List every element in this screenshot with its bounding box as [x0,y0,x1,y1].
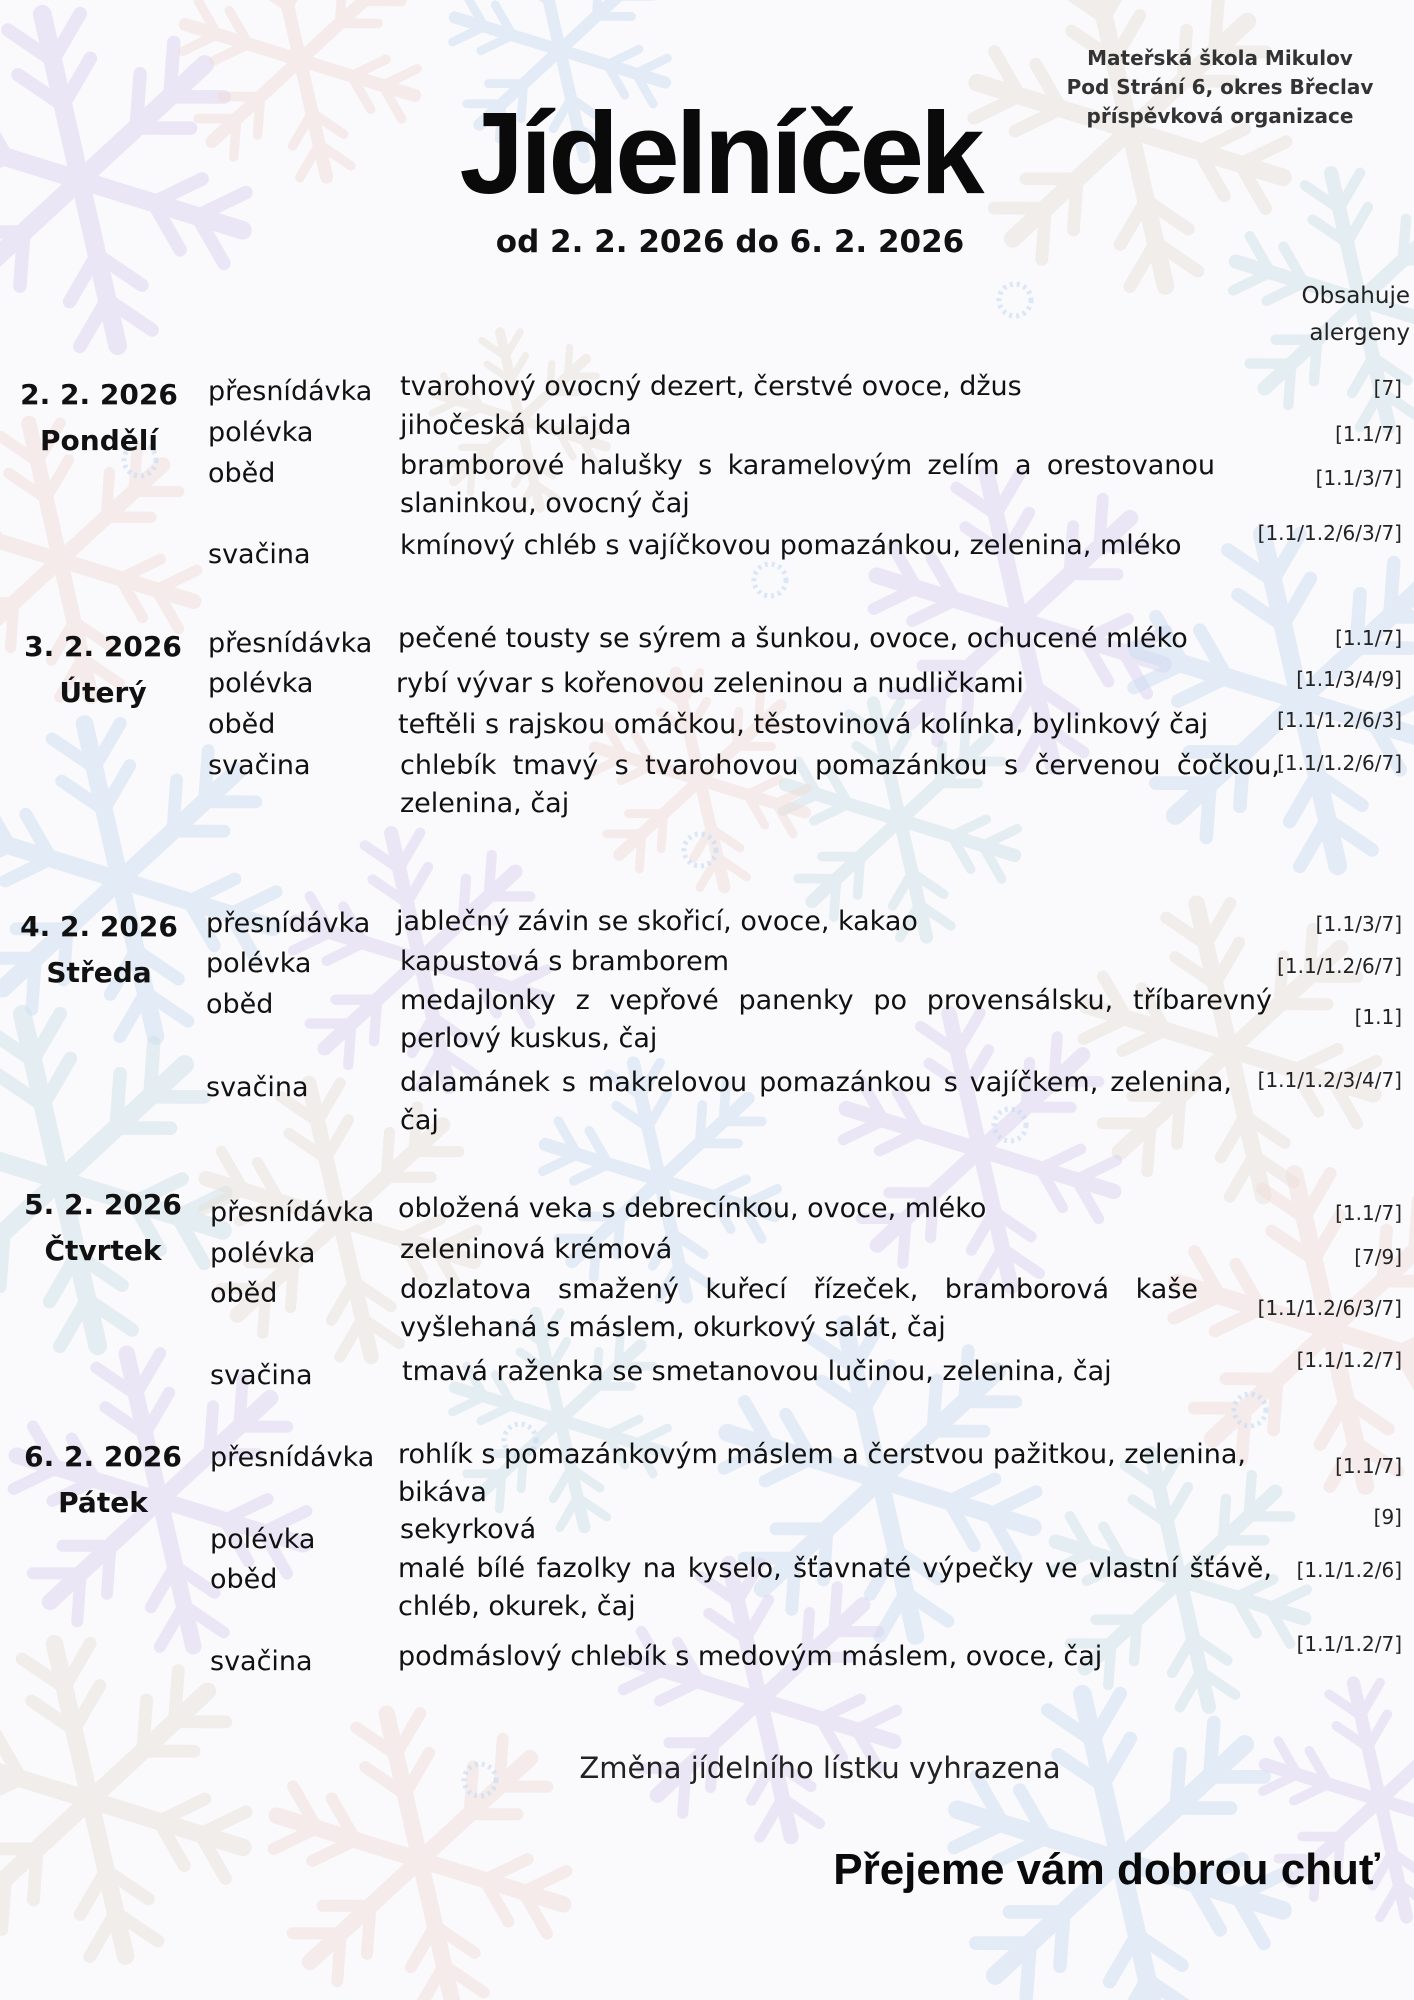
meal-name: přesnídávka [208,628,373,659]
bon-appetit-message: Přejeme vám dobrou chuť [833,1845,1380,1894]
meal-dish: dozlatova smažený kuřecí řízeček, bramborová kaše vyšlehaná s máslem, okurkový salát, čaj [400,1274,1198,1343]
school-street: Pod Strání 6, okres Břeclav [1066,75,1374,99]
meal-allergens: [9] [1373,1505,1402,1529]
meal-dish: teftěli s rajskou omáčkou, těstovinová kolínka, bylinkový čaj [398,709,1209,740]
meal-allergens: [1.1/7] [1335,626,1402,650]
meal-dish: pečené tousty se sýrem a šunkou, ovoce, ochucené mléko [398,623,1188,654]
meal-allergens: [1.1/1.2/6] [1296,1558,1402,1582]
meal-allergens: [1.1/7] [1335,1201,1402,1225]
meal-allergens: [1.1/1.2/6/3/7] [1257,521,1402,545]
meal-dish: jablečný závin se skořicí, ovoce, kakao [396,906,918,937]
meal-allergens: [1.1/3/7] [1315,912,1402,936]
meal-name: přesnídávka [210,1442,375,1473]
meal-dish: jihočeská kulajda [400,410,632,441]
day-5-label [8,1434,198,1526]
meal-dish: medajlonky z vepřové panenky po provensálsku, tříbarevný perlový kuskus, čaj [400,985,1272,1054]
meal-name: svačina [206,1072,309,1103]
day-date: 5. 2. 2026 [24,1188,182,1221]
meal-dish: chlebík tmavý s tvarohovou pomazánkou s červenou čočkou, zelenina, čaj [400,750,1280,819]
meal-dish: kmínový chléb s vajíčkovou pomazánkou, zelenina, mléko [400,530,1182,561]
meal-allergens: [1.1/1.2/3/4/7] [1257,1068,1402,1092]
meal-dish: podmáslový chlebík s medovým máslem, ovoce, čaj [398,1641,1103,1672]
school-name: Mateřská škola Mikulov [1087,46,1353,70]
day-3-label [4,904,194,996]
day-2-label [8,624,198,716]
meal-name: oběd [210,1564,278,1595]
meal-dish: zeleninová krémová [400,1234,673,1265]
meal-allergens: [7] [1373,376,1402,400]
meal-dish: rybí vývar s kořenovou zeleninou a nudličkami [396,668,1024,699]
day-date: 3. 2. 2026 [24,630,182,663]
meal-name: oběd [210,1278,278,1309]
allergen-column-header [1270,278,1410,352]
meal-name: polévka [210,1524,316,1555]
meal-name: svačina [210,1646,313,1677]
day-4-label [8,1182,198,1274]
meal-name: oběd [206,989,274,1020]
meal-allergens: [7/9] [1354,1245,1402,1269]
day-weekday: Pondělí [40,424,158,457]
page-title: Jídelníček [459,88,981,218]
meal-name: polévka [206,948,312,979]
day-date: 2. 2. 2026 [20,378,178,411]
meal-dish: tvarohový ovocný dezert, čerstvé ovoce, džus [400,371,1022,402]
meal-name: polévka [210,1238,316,1269]
meal-allergens: [1.1/1.2/7] [1296,1348,1402,1372]
day-weekday: Středa [46,956,152,989]
meal-allergens: [1.1/1.2/6/3] [1277,708,1402,732]
day-weekday: Úterý [59,676,147,709]
meal-name: polévka [208,417,314,448]
meal-dish: kapustová s bramborem [400,946,730,977]
meal-name: svačina [208,750,311,781]
meal-name: přesnídávka [206,908,371,939]
meal-dish: malé bílé fazolky na kyselo, šťavnaté výpečky ve vlastní šťávě, chléb, okurek, čaj [398,1553,1272,1622]
meal-allergens: [1.1/1.2/6/7] [1277,751,1402,775]
allergen-header-line-2: alergeny [1309,320,1410,346]
school-address [1010,44,1414,131]
date-range: od 2. 2. 2026 do 6. 2. 2026 [495,224,965,260]
day-weekday: Čtvrtek [44,1234,162,1267]
meal-name: přesnídávka [208,376,373,407]
meal-allergens: [1.1/1.2/6/7] [1277,954,1402,978]
meal-name: svačina [210,1360,313,1391]
meal-allergens: [1.1] [1354,1005,1402,1029]
meal-dish: obložená veka s debrecínkou, ovoce, mléko [398,1193,987,1224]
school-org-type: příspěvková organizace [1086,104,1354,128]
meal-allergens: [1.1/7] [1335,1454,1402,1478]
meal-dish: bramborové halušky s karamelovým zelím a orestovanou slaninkou, ovocný čaj [400,450,1215,519]
allergen-header-line-1: Obsahuje [1301,283,1410,309]
meal-dish: sekyrková [400,1514,537,1545]
day-date: 4. 2. 2026 [20,910,178,943]
menu-change-note: Změna jídelního lístku vyhrazena [579,1751,1061,1785]
meal-name: oběd [208,458,276,489]
meal-allergens: [1.1/1.2/7] [1296,1632,1402,1656]
meal-dish: dalamánek s makrelovou pomazánkou s vajíčkem, zelenina, čaj [400,1067,1232,1136]
meal-allergens: [1.1/3/4/9] [1296,667,1402,691]
day-weekday: Pátek [58,1486,148,1519]
meal-dish: rohlík s pomazánkovým máslem a čerstvou pažitkou, zelenina, bikáva [398,1439,1246,1508]
meal-name: polévka [208,668,314,699]
day-date: 6. 2. 2026 [24,1440,182,1473]
meal-dish: tmavá raženka se smetanovou lučinou, zelenina, čaj [402,1356,1112,1387]
meal-allergens: [1.1/7] [1335,422,1402,446]
meal-allergens: [1.1/3/7] [1315,466,1402,490]
meal-allergens: [1.1/1.2/6/3/7] [1257,1296,1402,1320]
day-1-label [4,372,194,464]
meal-name: přesnídávka [210,1197,375,1228]
meal-name: svačina [208,539,311,570]
meal-name: oběd [208,709,276,740]
